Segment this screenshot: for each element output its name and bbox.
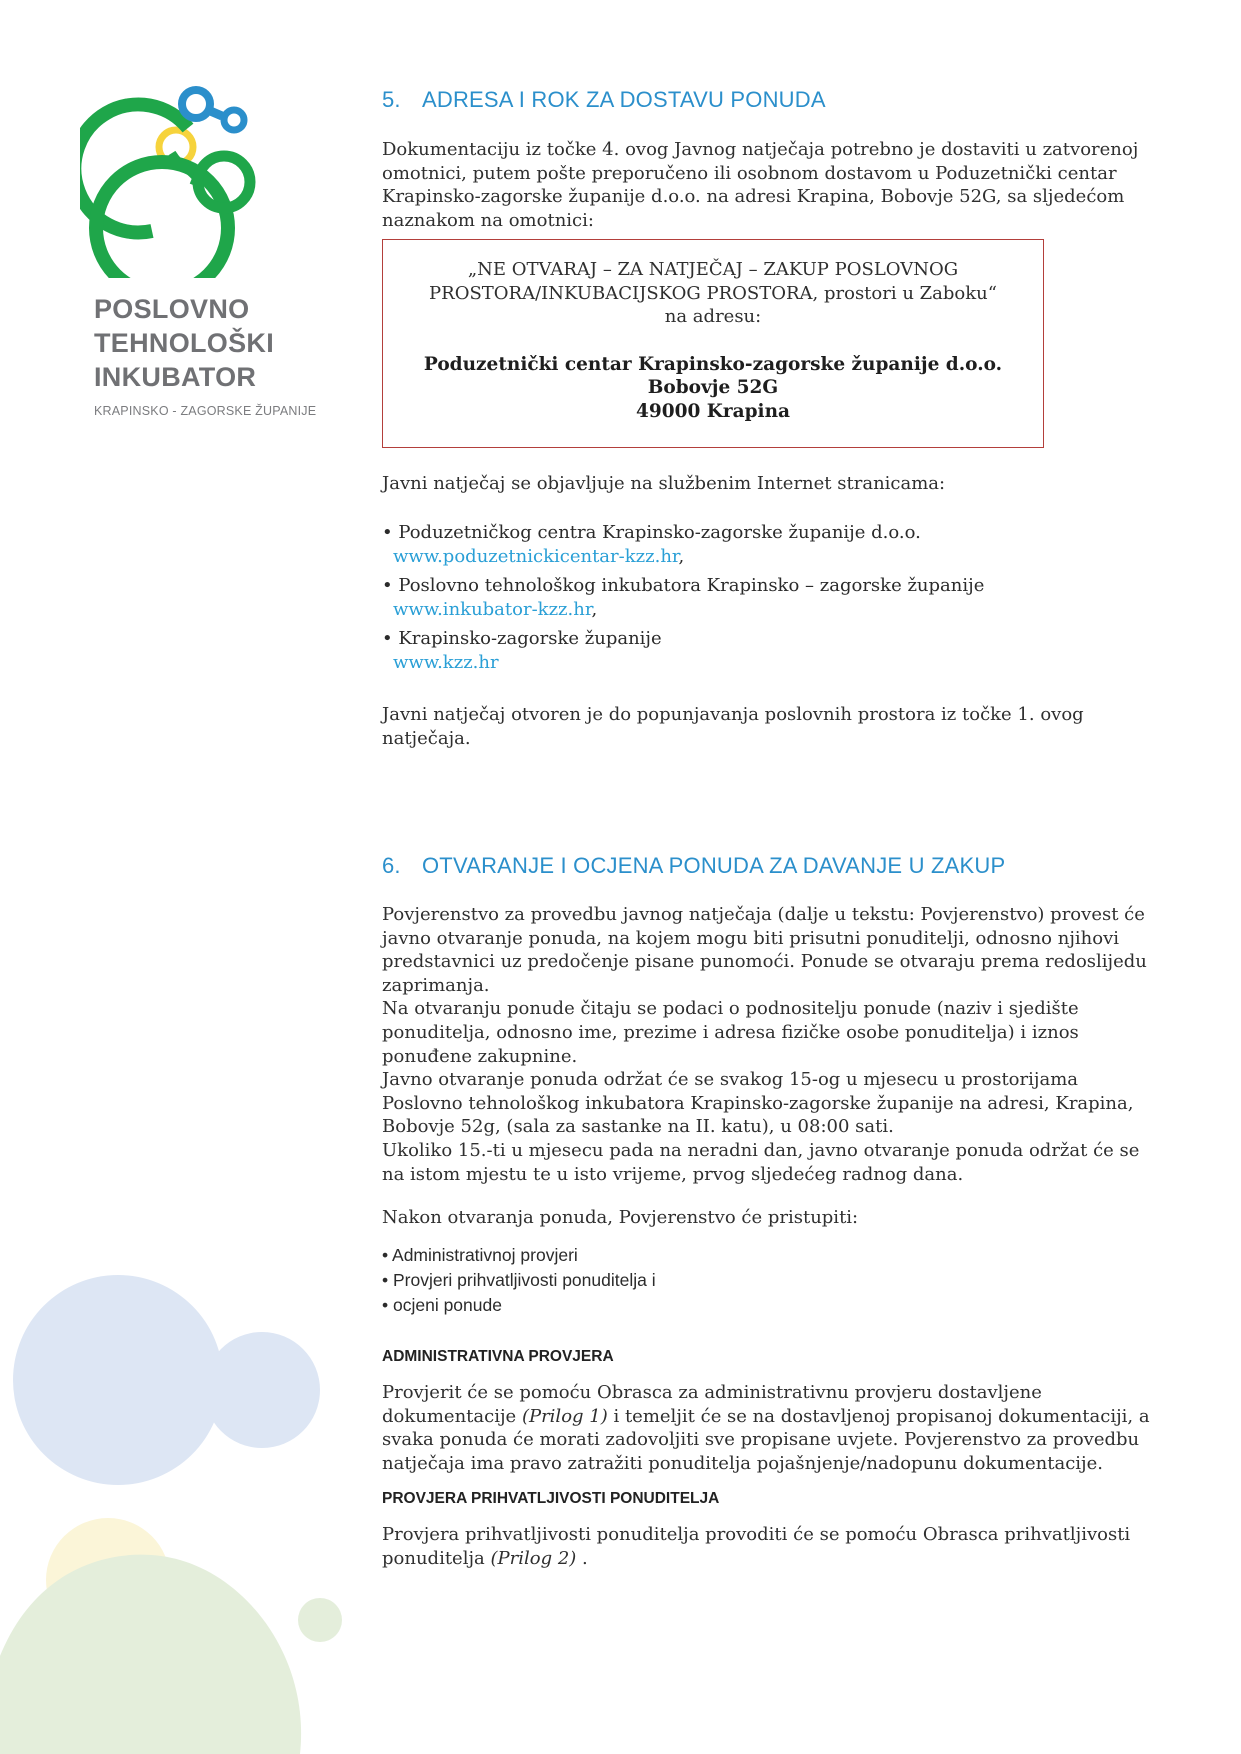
admin-check-reference: (Prilog 1): [521, 1405, 608, 1427]
logo-line-2: TEHNOLOŠKI: [94, 328, 275, 358]
section-5-heading: [382, 87, 826, 113]
notice-line-1: „NE OTVARAJ – ZA NATJEČAJ – ZAKUP POSLOVNOG: [467, 259, 959, 280]
section-6-title: OTVARANJE I OCJENA PONUDA ZA DAVANJE U ZAKUP: [422, 853, 1006, 878]
section-5-intro: Dokumentaciju iz točke 4. ovog Javnog natječaja potrebno je dostaviti u zatvorenoj omotnici, putem pošte preporučeno ili osobnom dostavom u Poduzetnički centar Krapinsko-zagorske županije d.o.o. na adresi Krapina, Bobovje 52G, sa sljedećom naznakom na omotnici:: [382, 139, 1139, 231]
evaluation-step: • Provjeri prihvatljivosti ponuditelja i: [382, 1270, 656, 1290]
section-5-title: ADRESA I ROK ZA DOSTAVU PONUDA: [422, 87, 826, 112]
notice-address-street: Bobovje 52G: [647, 377, 779, 399]
section-6-number: 6.: [382, 853, 401, 878]
section-5-number: 5.: [382, 87, 401, 112]
section-6-paragraph: Javno otvaranje ponuda održat će se svakog 15-og u mjesecu u prostorijama Poslovno tehnološkog inkubatora Krapinsko-zagorske županije na adresi, Krapina, Bobovje 52g, (sala za sastanke na II. katu), u 08:00 sati.: [382, 1069, 1134, 1138]
admin-check-text-cont: i temeljit će se na dostavljenoj propisanoj dokumentaciji, a svaka ponuda će morati zadovoljiti sve propisane uvjete. Povjerenstvo za provedbu natječaja ima pravo zatražiti ponuditelja pojašnjenje/nadopunu dokumentacije.: [382, 1405, 1150, 1474]
website-owner: • Krapinsko-zagorske županije: [382, 628, 662, 650]
publication-statement: Javni natječaj se objavljuje na službenim Internet stranicama:: [382, 473, 946, 494]
acceptability-check-heading: PROVJERA PRIHVATLJIVOSTI PONUDITELJA: [382, 1490, 720, 1507]
envelope-notice-box: [382, 239, 1044, 448]
admin-check-heading: ADMINISTRATIVNA PROVJERA: [382, 1348, 614, 1365]
section-6-heading: [382, 853, 1005, 879]
logo-line-3: INKUBATOR: [94, 362, 257, 392]
section-5-closing: Javni natječaj otvoren je do popunjavanja poslovnih prostora iz točke 1. ovog natječaja.: [382, 704, 1084, 749]
website-link-punct: ,: [591, 598, 598, 620]
notice-address-company: Poduzetnički centar Krapinsko-zagorske županije d.o.o.: [423, 353, 1003, 375]
background-decoration: [0, 1240, 380, 1754]
website-item: [382, 574, 1162, 621]
logo-subtitle: KRAPINSKO - ZAGORSKE ŽUPANIJE: [94, 404, 317, 418]
notice-address-city: 49000 Krapina: [635, 400, 791, 422]
logo-line-1: POSLOVNO: [94, 294, 250, 324]
website-owner: • Poslovno tehnološkog inkubatora Krapinsko – zagorske županije: [382, 575, 985, 597]
website-owner: • Poduzetničkog centra Krapinsko-zagorske županije d.o.o.: [382, 522, 921, 543]
website-link[interactable]: www.inkubator-kzz.hr: [393, 598, 592, 620]
website-list: [382, 521, 1162, 681]
logo-wordmark: [94, 292, 316, 418]
website-item: [382, 521, 1162, 568]
notice-line-3: na adresu:: [664, 306, 762, 328]
website-link-punct: ,: [678, 545, 685, 567]
section-6-paragraph: Povjerenstvo za provedbu javnog natječaja (dalje u tekstu: Povjerenstvo) provest će javno otvaranje ponuda, na kojem mogu biti prisutni ponuditelji, odnosno njihovi predstavnici uz predočenje pisane punomoći. Ponude se otvaraju prema redoslijedu zaprimanja.: [382, 904, 1147, 996]
acceptability-text: Provjera prihvatljivosti ponuditelja provoditi će se pomoću Obrasca prihvatljivosti ponuditelja: [382, 1524, 1131, 1569]
section-6-paragraph: Ukoliko 15.-ti u mjesecu pada na neradni dan, javno otvaranje ponuda održat će se na istom mjestu te u isto vrijeme, prvog sljedećeg radnog dana.: [382, 1139, 1140, 1185]
section-6-paragraph: Na otvaranju ponude čitaju se podaci o podnositelju ponude (naziv i sjedište ponuditelja, odnosno ime, prezime i adresa fizičke osobe ponuditelja) i iznos ponuđene zakupnine.: [382, 998, 1079, 1067]
notice-line-2: PROSTORA/INKUBACIJSKOG PROSTORA, prostori u Zaboku“: [429, 282, 997, 304]
acceptability-check-paragraph: [382, 1523, 1162, 1570]
section-6-body: [382, 903, 1162, 1186]
website-link[interactable]: www.poduzetnickicentar-kzz.hr: [393, 545, 679, 567]
evaluation-steps-list: [382, 1243, 656, 1318]
website-link[interactable]: www.kzz.hr: [393, 651, 499, 673]
after-opening-statement: Nakon otvaranja ponuda, Povjerenstvo će pristupiti:: [382, 1207, 859, 1228]
evaluation-step: • ocjeni ponude: [382, 1295, 502, 1315]
acceptability-reference: (Prilog 2): [490, 1547, 577, 1569]
admin-check-paragraph: [382, 1381, 1162, 1475]
admin-check-text: Provjerit će se pomoću Obrasca za administrativnu provjeru dostavljene dokumentacije: [382, 1382, 1042, 1427]
website-item: [382, 627, 1162, 674]
logo-graphic: [80, 78, 280, 278]
acceptability-text-end: .: [576, 1547, 588, 1569]
evaluation-step: • Administrativnoj provjeri: [382, 1245, 578, 1265]
